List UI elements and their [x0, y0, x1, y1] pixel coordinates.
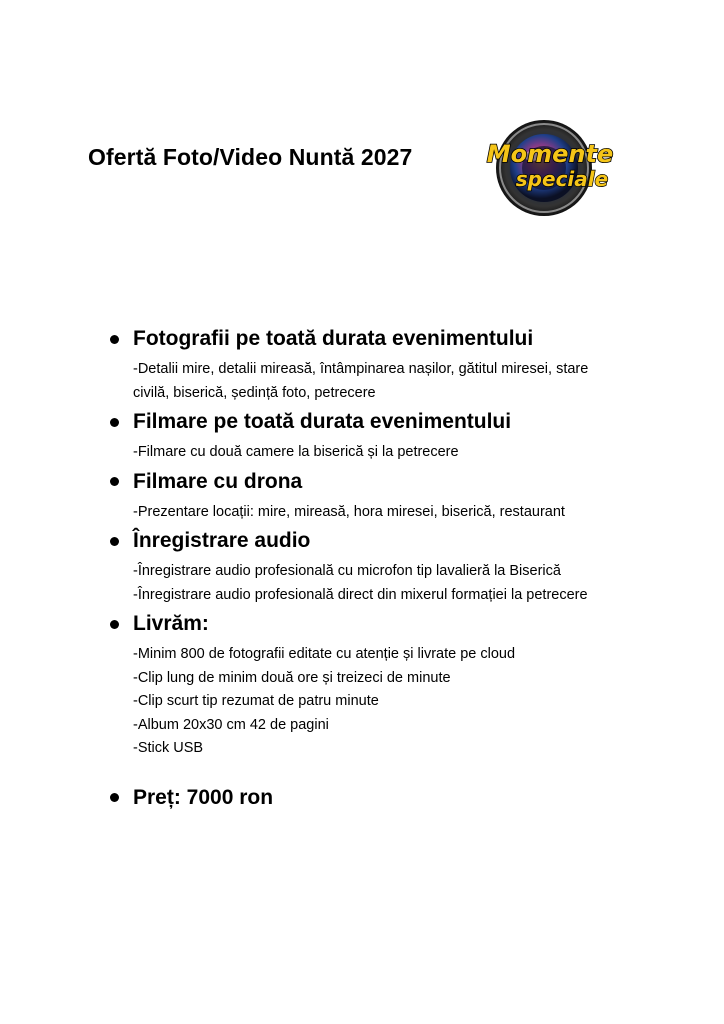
momente-speciale-logo: [470, 118, 626, 218]
detail-line: civilă, biserică, ședință foto, petrecere: [133, 384, 376, 401]
section-drone: [108, 465, 668, 525]
detail-line: -Filmare cu două camere la biserică și la petrecere: [133, 444, 459, 460]
offer-list: [108, 322, 668, 815]
detail-line: -Clip scurt tip rezumat de patru minute: [133, 693, 379, 709]
camera-lens-logo-icon: [470, 118, 626, 218]
section-heading: Livrăm:: [133, 612, 209, 635]
detail-line: -Stick USB: [133, 740, 204, 756]
section-heading: Înregistrare audio: [133, 529, 311, 552]
price-label: Preț: 7000 ron: [133, 785, 274, 809]
logo-text-line2: speciale: [515, 167, 609, 191]
bullet-icon: [110, 620, 119, 629]
detail-line: -Clip lung de minim două ore și treizeci de minute: [133, 669, 451, 686]
detail-line: -Înregistrare audio profesională cu microfon tip lavalieră la Biserică: [133, 563, 561, 579]
detail-line: -Minim 800 de fotografii editate cu atenție și livrate pe cloud: [133, 646, 516, 662]
bullet-icon: [110, 537, 119, 546]
bullet-icon: [110, 418, 119, 427]
detail-line: -Album 20x30 cm 42 de pagini: [133, 716, 329, 733]
detail-line: -Detalii mire, detalii mireasă, întâmpinarea nașilor, gătitul miresei, stare: [133, 361, 589, 377]
section-photography: [108, 322, 668, 405]
detail-line: -Înregistrare audio profesională direct din mixerul formației la petrecere: [133, 586, 588, 603]
bullet-icon: [110, 793, 119, 802]
logo-text-line1: Momente: [486, 140, 614, 168]
section-heading: Filmare cu drona: [133, 469, 303, 493]
section-audio: [108, 524, 668, 607]
section-deliverables: [108, 607, 668, 761]
section-filming: [108, 405, 668, 465]
bullet-icon: [110, 477, 119, 486]
section-heading: Filmare pe toată durata evenimentului: [133, 410, 512, 433]
document-title: Ofertă Foto/Video Nuntă 2027: [88, 144, 413, 170]
detail-line: -Prezentare locații: mire, mireasă, hora miresei, biserică, restaurant: [133, 503, 565, 520]
section-price: [108, 781, 668, 815]
bullet-icon: [110, 335, 119, 344]
section-heading: Fotografii pe toată durata evenimentului: [133, 327, 534, 350]
